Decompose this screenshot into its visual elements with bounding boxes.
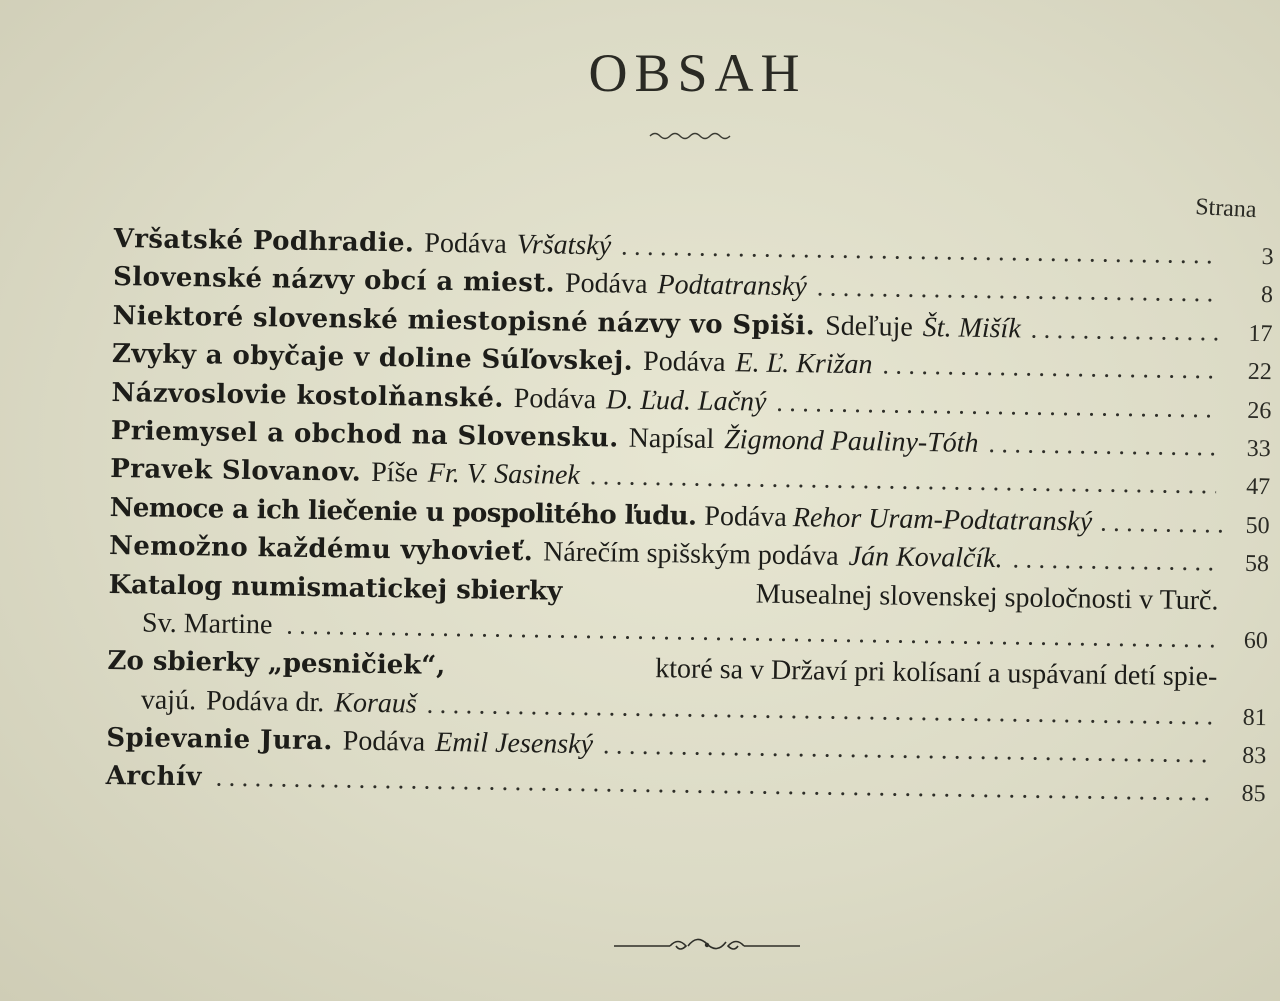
entry-page: 3: [1261, 244, 1274, 271]
entry-title: Názvoslovie kostolňanské.: [111, 377, 505, 414]
entry-title: Archív: [105, 761, 202, 793]
entry-title: Spievanie Jura.: [106, 723, 334, 757]
entry-title: Zvyky a obyčaje v doline Súľovskej.: [111, 339, 634, 377]
entry-author: Korauš: [334, 687, 417, 720]
dot-leader: [776, 383, 1217, 428]
entry-title-continued: Musealnej slovenskej spoločnosti v Turč.: [755, 578, 1219, 616]
dot-leader: [988, 425, 1217, 467]
entry-page: 33: [1246, 435, 1271, 463]
dot-leader: [882, 347, 1218, 390]
entry-author: Žigmond Pauliny-Tóth: [724, 424, 979, 459]
page-column-label: Strana: [1194, 194, 1258, 224]
page-title: OBSAH: [588, 43, 807, 103]
entry-page: 8: [1260, 282, 1274, 309]
entry-verb: Podáva: [642, 346, 726, 379]
entry-author: Emil Jesenský: [435, 726, 594, 761]
entry-page: 26: [1247, 397, 1272, 424]
entry-page: 58: [1244, 550, 1270, 578]
entry-verb: Podáva: [342, 725, 426, 758]
entry-title-continued: vajú.: [140, 684, 197, 716]
entry-page: 50: [1245, 512, 1270, 539]
entry-author: Podtatranský: [657, 269, 808, 303]
entry-author: Vršatský: [516, 228, 612, 262]
entry-page: 81: [1242, 704, 1267, 731]
entry-author: E. Ľ. Križan: [735, 347, 873, 381]
entry-title: Vršatské Podhradie.: [113, 223, 415, 259]
entry-verb: Nárečím spišským podáva: [542, 536, 839, 572]
entry-title: Nemožno každému vyhovieť.: [108, 531, 534, 568]
table-of-contents: [105, 220, 1273, 813]
dot-leader: [1030, 310, 1218, 351]
entry-page: 22: [1247, 359, 1273, 386]
entry-verb: Podáva: [513, 382, 597, 415]
entry-author: D. Ľud. Lačný: [605, 383, 767, 418]
entry-verb: Podáva: [424, 227, 508, 260]
entry-page: 83: [1241, 742, 1267, 770]
entry-title-continued: ktoré sa v Državí pri kolísaní a uspávaní detí spie-: [654, 653, 1218, 693]
entry-page: 60: [1243, 627, 1269, 655]
entry-author: Ján Kovalčík.: [848, 541, 1003, 575]
entry-title-continued: Sv. Martine: [141, 607, 273, 641]
entry-author: Fr. V. Sasinek: [427, 458, 581, 492]
entry-author: Rehor Uram-Podtatranský: [792, 501, 1093, 538]
entry-verb: Podáva: [564, 268, 648, 301]
entry-title: Zo sbierky „pesničiek“,: [107, 646, 446, 682]
dot-leader: [1012, 540, 1215, 581]
entry-verb: Podáva: [704, 500, 788, 533]
entry-page: 85: [1241, 781, 1266, 808]
dot-leader: [817, 269, 1220, 313]
flourish-ornament: [612, 932, 802, 960]
entry-title: Katalog numismatickej sbierky: [108, 569, 563, 607]
entry-title: Nemoce a ich liečenie u pospolitého ľudu.: [109, 492, 697, 532]
entry-verb: Sdeľuje: [824, 310, 914, 343]
entry-title: Priemysel a obchod na Slovensku.: [110, 415, 619, 454]
entry-title: Niektoré slovenské miestopisné názvy vo Spiši.: [112, 300, 816, 342]
dot-leader: [1100, 503, 1224, 543]
entry-verb: Napísal: [628, 422, 715, 455]
entry-title: Slovenské názvy obcí a miest.: [112, 262, 556, 299]
entry-page: 17: [1248, 320, 1273, 347]
entry-page: 47: [1245, 474, 1271, 501]
entry-verb: Podáva dr.: [205, 685, 325, 718]
wavy-rule-ornament: [648, 128, 736, 144]
entry-title: Pravek Slovanov.: [110, 454, 362, 489]
entry-author: Št. Mišík: [922, 311, 1022, 345]
entry-verb: Píše: [371, 457, 419, 489]
